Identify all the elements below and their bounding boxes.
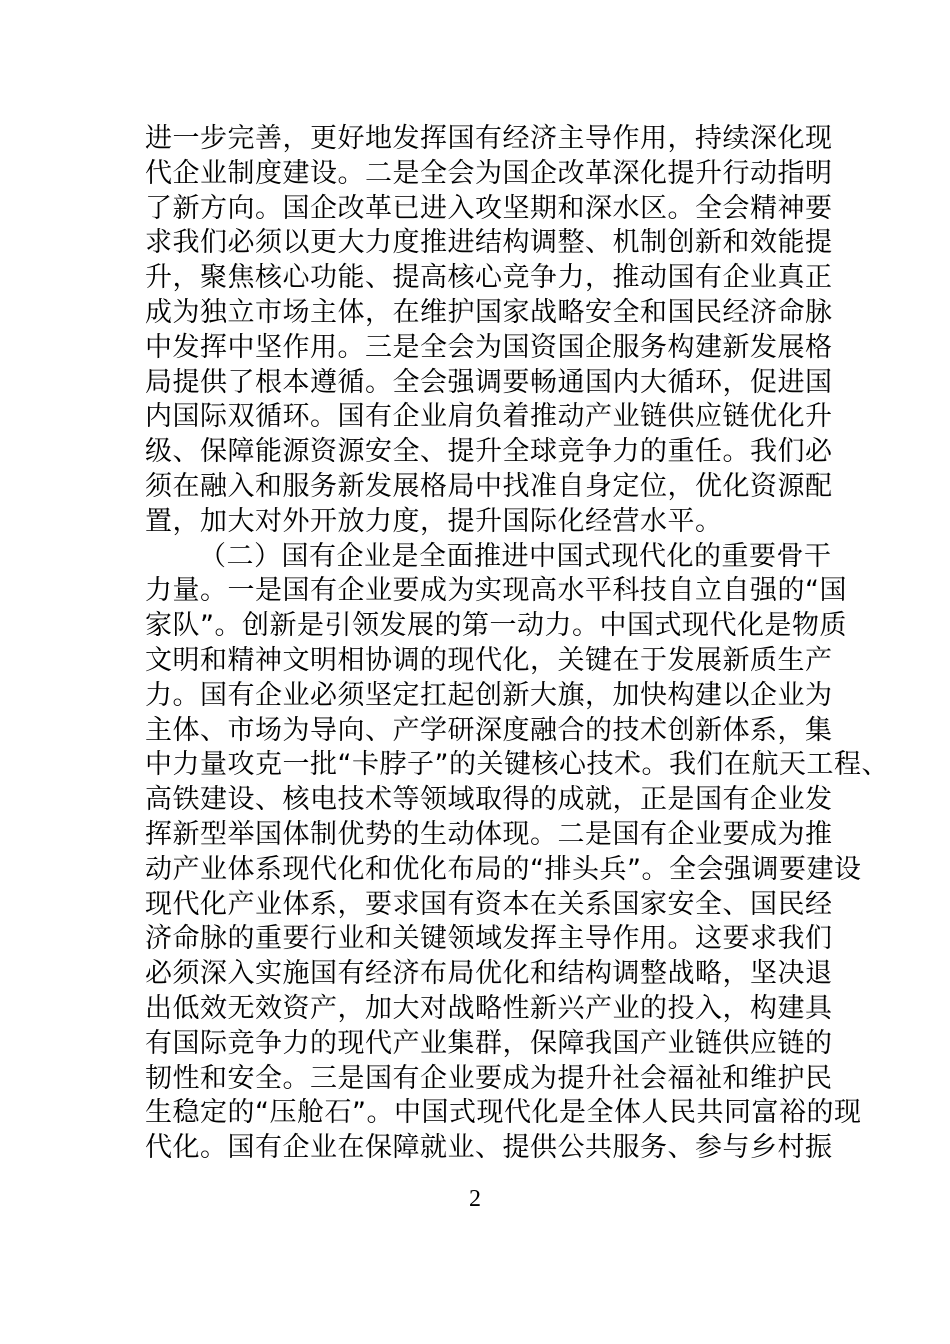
text-line: 主体、市场为导向、产学研深度融合的技术创新体系，集 [145, 714, 833, 746]
text-line: 代化。国有企业在保障就业、提供公共服务、参与乡村振 [145, 1132, 833, 1164]
text-line: 升，聚焦核心功能、提高核心竞争力，推动国有企业真正 [145, 262, 833, 294]
text-line: 济命脉的重要行业和关键领域发挥主导作用。这要求我们 [145, 923, 833, 955]
text-line: 须在融入和服务新发展格局中找准自身定位，优化资源配 [145, 470, 833, 502]
text-line: 级、保障能源资源安全、提升全球竞争力的重任。我们必 [145, 436, 833, 468]
text-line: 出低效无效资产，加大对战略性新兴产业的投入，构建具 [145, 992, 833, 1024]
paragraph-end-line: 置，加大对外开放力度，提升国际化经营水平。 [145, 505, 723, 537]
page-number: 2 [469, 1186, 481, 1212]
body-text [145, 122, 889, 1166]
text-line: 生稳定的“压舱石”。中国式现代化是全体人民共同富裕的现 [145, 1097, 862, 1129]
text-line: 动产业体系现代化和优化布局的“排头兵”。全会强调要建设 [145, 853, 862, 885]
text-line: 局提供了根本遵循。全会强调要畅通国内大循环，促进国 [145, 366, 833, 398]
text-line: 中力量攻克一批“卡脖子”的关键核心技术。我们在航天工程、 [145, 749, 889, 781]
text-line: 高铁建设、核电技术等领域取得的成就，正是国有企业发 [145, 784, 833, 816]
text-line: 成为独立市场主体，在维护国家战略安全和国民经济命脉 [145, 296, 833, 328]
text-line: 有国际竞争力的现代产业集群，保障我国产业链供应链的 [145, 1027, 833, 1059]
text-line: 内国际双循环。国有企业肩负着推动产业链供应链优化升 [145, 401, 833, 433]
text-line: 挥新型举国体制优势的生动体现。二是国有企业要成为推 [145, 818, 833, 850]
text-line: 进一步完善，更好地发挥国有经济主导作用，持续深化现 [145, 123, 833, 154]
text-line: 现代化产业体系，要求国有资本在关系国家安全、国民经 [145, 888, 833, 920]
text-line: 中发挥中坚作用。三是全会为国资国企服务构建新发展格 [145, 331, 833, 363]
text-line: 必须深入实施国有经济布局优化和结构调整战略，坚决退 [145, 958, 833, 990]
text-line: 力。国有企业必须坚定扛起创新大旗，加快构建以企业为 [145, 679, 833, 711]
text-line: 家队”。创新是引领发展的第一动力。中国式现代化是物质 [145, 610, 847, 642]
text-line: 代企业制度建设。二是全会为国企改革深化提升行动指明 [145, 157, 833, 189]
text-line: 力量。一是国有企业要成为实现高水平科技自立自强的“国 [145, 575, 847, 607]
section-heading-line: （二）国有企业是全面推进中国式现代化的重要骨干 [199, 540, 832, 572]
text-line: 韧性和安全。三是国有企业要成为提升社会福祉和维护民 [145, 1062, 833, 1094]
text-line: 求我们必须以更大力度推进结构调整、机制创新和效能提 [145, 227, 833, 259]
text-line: 文明和精神文明相协调的现代化，关键在于发展新质生产 [145, 644, 833, 676]
text-line: 了新方向。国企改革已进入攻坚期和深水区。全会精神要 [145, 192, 833, 224]
